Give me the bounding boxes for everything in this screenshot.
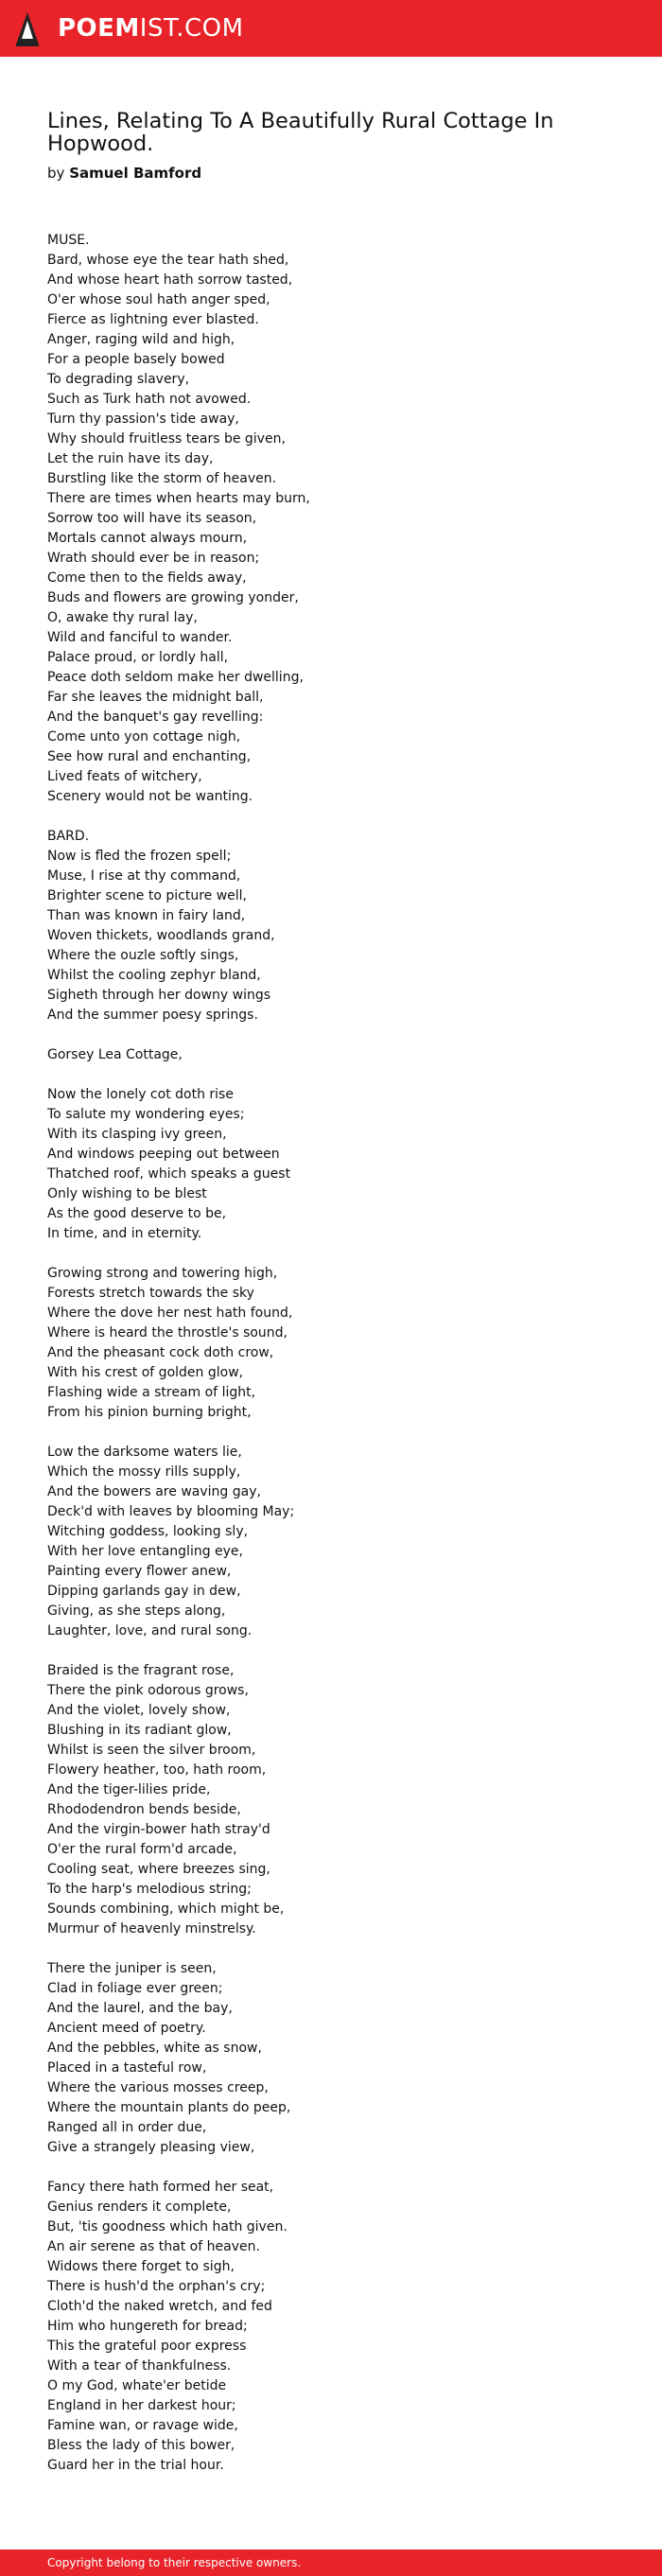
logo-bold-text: POEM	[58, 14, 140, 43]
poem-line: Where the various mosses creep,	[47, 2080, 269, 2095]
poem-line: Let the ruin have its day,	[47, 451, 214, 466]
poem-line: There is hush'd the orphan's cry;	[47, 2279, 266, 2294]
site-logo[interactable]	[58, 13, 244, 44]
poem-line: Lived feats of witchery,	[47, 769, 202, 784]
author-name[interactable]: Samuel Bamford	[69, 165, 202, 182]
poem-line: Palace proud, or lordly hall,	[47, 650, 229, 665]
poem-line: Bless the lady of this bower,	[47, 2438, 235, 2453]
poem-line: And the laurel, and the bay,	[47, 2001, 233, 2016]
poem-line: Bard, whose eye the tear hath shed,	[47, 253, 289, 268]
by-label: by	[47, 165, 65, 182]
poem-line: Sigheth through her downy wings	[47, 988, 271, 1003]
poem-line: Now the lonely cot doth rise	[47, 1087, 234, 1102]
stanza-gap	[47, 1065, 634, 1085]
poem-line: See how rural and enchanting,	[47, 749, 252, 764]
poem-line: With his crest of golden glow,	[47, 1365, 244, 1380]
poem-line: Come unto yon cottage nigh,	[47, 729, 241, 745]
poem-line: From his pinion burning bright,	[47, 1405, 252, 1420]
poem-line: Come then to the fields away,	[47, 570, 247, 586]
poem-line: Famine wan, or ravage wide,	[47, 2418, 238, 2433]
poem-line: Burstling like the storm of heaven.	[47, 471, 277, 486]
poem-line: Gorsey Lea Cottage,	[47, 1047, 183, 1062]
poem-line: Low the darksome waters lie,	[47, 1445, 242, 1460]
poem-line: And windows peeping out between	[47, 1147, 280, 1162]
poem-line: Whilst is seen the silver broom,	[47, 1743, 256, 1758]
poem-line: There the pink odorous grows,	[47, 1683, 249, 1698]
poem-line: Painting every flower anew,	[47, 1564, 232, 1579]
poem-line: Only wishing to be blest	[47, 1186, 207, 1201]
poem-line: Than was known in fairy land,	[47, 908, 246, 923]
poem-line: In time, and in eternity.	[47, 1226, 202, 1241]
stanza-gap	[47, 1423, 634, 1443]
poem-line: And the violet, lovely show,	[47, 1703, 231, 1718]
poem-line: O'er the rural form'd arcade,	[47, 1842, 237, 1857]
poem-line: O, awake thy rural lay,	[47, 610, 198, 625]
poem-line: Now is fled the frozen spell;	[47, 849, 232, 864]
poem-line: Scenery would not be wanting.	[47, 789, 253, 804]
poem-line: Ranged all in order due,	[47, 2120, 207, 2135]
poem-line: O my God, whate'er betide	[47, 2378, 227, 2393]
poem-line: Fierce as lightning ever blasted.	[47, 312, 259, 327]
poem-line: Brighter scene to picture well,	[47, 888, 248, 903]
poem-line: Whilst the cooling zephyr bland,	[47, 968, 261, 983]
poem-line: England in her darkest hour;	[47, 2398, 236, 2413]
poem-line: Wrath should ever be in reason;	[47, 551, 260, 566]
poem-line: Give a strangely pleasing view,	[47, 2140, 255, 2155]
poem-line: To degrading slavery,	[47, 372, 190, 387]
poem-line: Anger, raging wild and high,	[47, 332, 235, 347]
poem-line: For a people basely bowed	[47, 352, 225, 367]
poem-line: And the bowers are waving gay,	[47, 1484, 261, 1499]
poem-line: Deck'd with leaves by blooming May;	[47, 1504, 295, 1519]
poem-line: Blushing in its radiant glow,	[47, 1723, 232, 1738]
stanza-gap	[47, 2158, 634, 2178]
stanza-gap	[47, 1939, 634, 1959]
pencil-nib-icon[interactable]	[16, 12, 39, 46]
site-footer	[0, 2550, 662, 2576]
poem-line: Such as Turk hath not avowed.	[47, 392, 252, 407]
poem-line: Sounds combining, which might be,	[47, 1901, 285, 1917]
poem-line: This the grateful poor express	[47, 2339, 247, 2354]
poem-line: Clad in foliage ever green;	[47, 1981, 223, 1996]
poem-line: Giving, as she steps along,	[47, 1603, 226, 1619]
poem-line: And the pebbles, white as snow,	[47, 2041, 262, 2056]
poem-title: Lines, Relating To A Beautifully Rural Cottage In Hopwood.	[47, 109, 554, 156]
poem-line: Thatched roof, which speaks a guest	[47, 1166, 291, 1182]
poem-line: Dipping garlands gay in dew,	[47, 1584, 241, 1599]
poem-line: There the juniper is seen,	[47, 1961, 217, 1976]
poem-body	[47, 231, 634, 2476]
poem-line: Flashing wide a stream of light,	[47, 1385, 256, 1400]
poem-line: Genius renders it complete,	[47, 2199, 232, 2215]
poem-line: Ancient meed of poetry.	[47, 2021, 206, 2036]
poem-line: Laughter, love, and rural song.	[47, 1623, 253, 1638]
poem-line: Widows there forget to sigh,	[47, 2259, 235, 2274]
poem-line: Peace doth seldom make her dwelling,	[47, 670, 304, 685]
poem-line: With a tear of thankfulness.	[47, 2358, 232, 2374]
poem-line: Cloth'd the naked wretch, and fed	[47, 2299, 272, 2314]
byline	[47, 164, 201, 183]
poem-line: Buds and flowers are growing yonder,	[47, 590, 299, 605]
poem-line: Woven thickets, woodlands grand,	[47, 928, 275, 943]
poem-line: Murmur of heavenly minstrelsy.	[47, 1921, 256, 1936]
poem-line: Flowery heather, too, hath room,	[47, 1762, 267, 1778]
poem-line: And whose heart hath sorrow tasted,	[47, 272, 293, 288]
stanza-gap	[47, 1244, 634, 1264]
poem-line: Where the ouzle softly sings,	[47, 948, 239, 963]
poem-line: Guard her in the trial hour.	[47, 2458, 224, 2473]
poem-line: Which the mossy rills supply,	[47, 1464, 241, 1480]
site-header	[0, 0, 662, 57]
poem-line: And the summer poesy springs.	[47, 1008, 258, 1023]
poem-line: To salute my wondering eyes;	[47, 1107, 245, 1122]
poem-line: And the pheasant cock doth crow,	[47, 1345, 274, 1360]
poem-line: Wild and fanciful to wander.	[47, 630, 233, 645]
poem-line: And the tiger-lilies pride,	[47, 1782, 211, 1797]
poem-line: Muse, I rise at thy command,	[47, 868, 241, 884]
poem-line: Rhododendron bends beside,	[47, 1802, 241, 1817]
stanza-gap	[47, 1641, 634, 1661]
poem-line: Far she leaves the midnight ball,	[47, 690, 264, 705]
poem-line: Witching goddess, looking sly,	[47, 1524, 249, 1539]
logo-light-text: IST.COM	[139, 14, 244, 43]
poem-line: With its clasping ivy green,	[47, 1127, 227, 1142]
poem-line: Mortals cannot always mourn,	[47, 531, 248, 546]
poem-line: An air serene as that of heaven.	[47, 2239, 260, 2254]
poem-line: Where is heard the throstle's sound,	[47, 1325, 288, 1341]
poem-line: Forests stretch towards the sky	[47, 1286, 254, 1301]
poem-line: With her love entangling eye,	[47, 1544, 243, 1559]
poem-line: But, 'tis goodness which hath given.	[47, 2219, 287, 2234]
poem-line: MUSE.	[47, 233, 90, 248]
poem-line: O'er whose soul hath anger sped,	[47, 292, 270, 307]
poem-line: And the virgin-bower hath stray'd	[47, 1822, 270, 1837]
poem-line: Fancy there hath formed her seat,	[47, 2180, 274, 2195]
poem-line: To the harp's melodious string;	[47, 1882, 252, 1897]
poem-line: And the banquet's gay revelling:	[47, 710, 264, 725]
poem-line: Cooling seat, where breezes sing,	[47, 1862, 270, 1877]
poem-line: Braided is the fragrant rose,	[47, 1663, 235, 1678]
poem-line: Growing strong and towering high,	[47, 1266, 278, 1281]
stanza-gap	[47, 807, 634, 827]
poem-line: Sorrow too will have its season,	[47, 511, 257, 526]
stanza-gap	[47, 1025, 634, 1045]
poem-line: Turn thy passion's tide away,	[47, 412, 239, 427]
poem-line: There are times when hearts may burn,	[47, 491, 310, 506]
poem-line: Where the dove her nest hath found,	[47, 1306, 293, 1321]
poem-line: Him who hungereth for bread;	[47, 2319, 248, 2334]
copyright-text: Copyright belong to their respective owners.	[47, 2556, 302, 2569]
poem-line: Why should fruitless tears be given,	[47, 431, 286, 447]
poem-line: As the good deserve to be,	[47, 1206, 227, 1221]
poem-line: Placed in a tasteful row,	[47, 2060, 207, 2076]
poem-line: Where the mountain plants do peep,	[47, 2100, 291, 2115]
poem-line: BARD.	[47, 829, 90, 844]
